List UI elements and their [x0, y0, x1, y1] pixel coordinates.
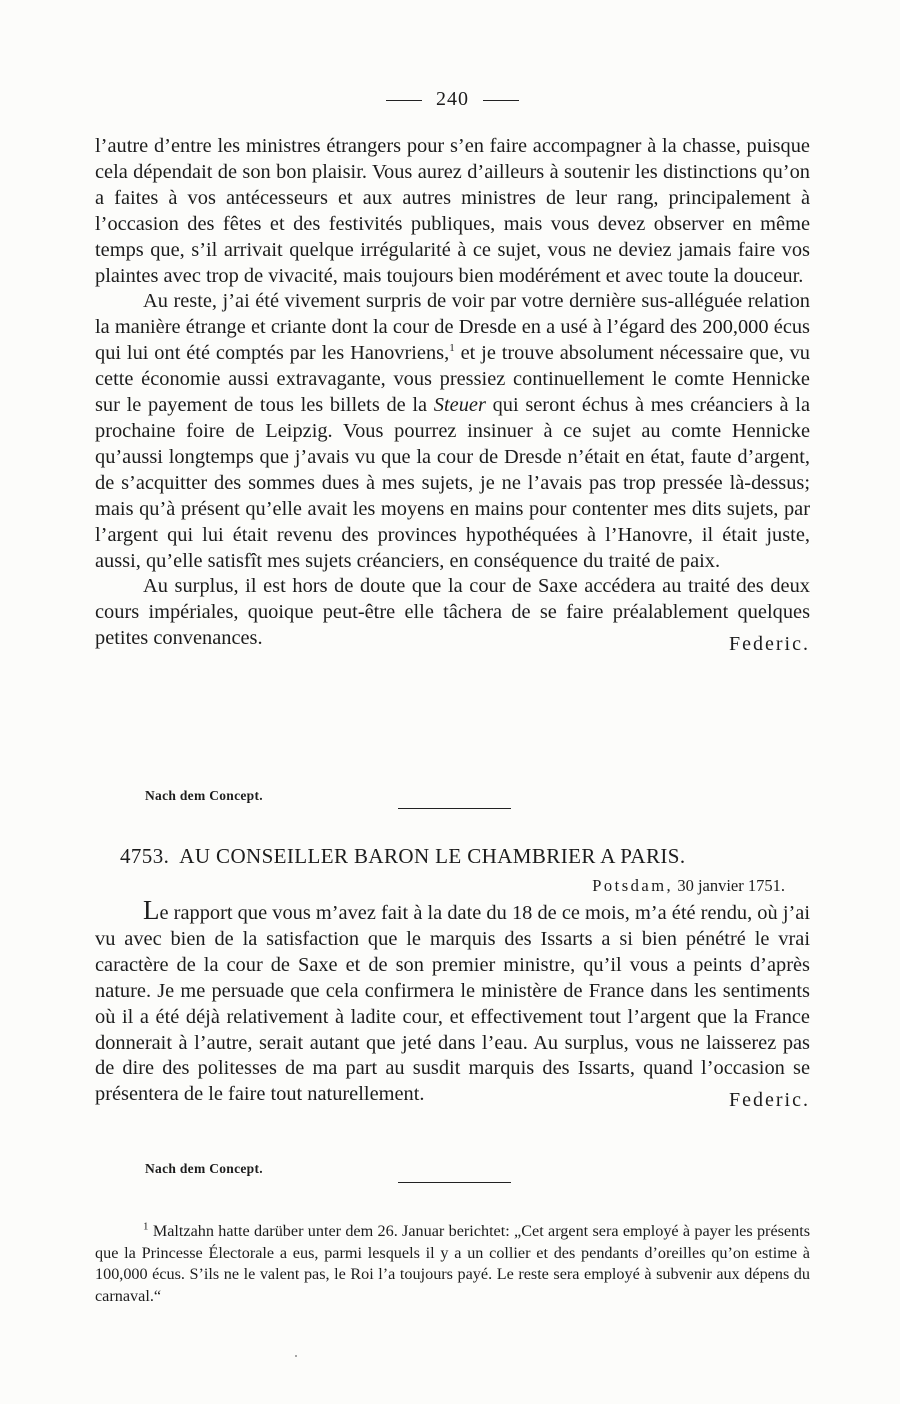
dateline: [95, 876, 785, 896]
letter-continuation: [95, 134, 810, 658]
signature: Federic.: [729, 1089, 810, 1112]
paragraph-3: [95, 574, 810, 656]
section-divider: [398, 808, 511, 809]
dateline-date: 30 janvier 1751.: [677, 876, 785, 895]
footnote-divider: [398, 1182, 511, 1183]
header-dash-right: [483, 100, 519, 101]
signature: Federic.: [729, 633, 810, 656]
dateline-place: Potsdam,: [592, 876, 674, 895]
page-header: [95, 88, 810, 111]
footnote-marker: 1: [143, 1220, 149, 1233]
footnote: [95, 1221, 810, 1307]
header-dash-left: [386, 100, 422, 101]
letter-title: AU CONSEILLER BARON LE CHAMBRIER A PARIS.: [179, 844, 686, 868]
letter-paragraph: [95, 895, 810, 1112]
paragraph-2-part-a: Au reste, j’ai été vivement surpris de voir par votre dernière sus-alléguée relation la manière étrange et criante dont la cour de Dresde en a usé à l’égard des 200,000 écus qui lui ont été comptés par les Hanovriens,: [95, 290, 810, 365]
letter-number: 4753.: [120, 844, 170, 868]
footnote-text: Maltzahn hatte darüber unter dem 26. Januar berichtet: „Cet argent sera employé à payer les présents que la Princesse Électorale a eus, parmi lesquels il y a un collier et des pendants d’oreilles qu’on estime à 100,000 écus. S’ils ne le valent pas, le Roi l’a toujours payé. Le reste sera employé à subvenir aux dépens du carnaval.“: [95, 1222, 810, 1305]
paper-speck: [295, 1355, 297, 1357]
source-note: Nach dem Concept.: [145, 1161, 263, 1176]
steuer-term: Steuer: [433, 394, 486, 417]
source-note: Nach dem Concept.: [145, 788, 263, 803]
paragraph-2: [95, 289, 810, 574]
paragraph-2-part-c: qui seront échus à mes créanciers à la prochaine foire de Leipzig. Vous pourrez insinuer à ce sujet au comte Hennicke qu’aussi longtemps que j’avais vu que la cour de Dresde n’était en état, faute d’argent, de s’acquitter des sommes dues à mes sujets, je ne l’avais pas trop pressée là-dessus; mais qu’à présent qu’elle avait les moyens en mains pour contenter mes dits sujets, par l’argent qui lui était revenu des provinces hypothéquées à l’Hanovre, il était juste, aussi, qu’elle satisfît mes sujets créanciers, en conséquence du traité de paix.: [95, 394, 811, 572]
paragraph-2-part-b: et je trouve absolument nécessaire que, vu cette économie aussi extravagante, vous pressiez continuellement le comte Hennicke sur le payement de tous les billets de la: [95, 342, 810, 417]
page-number: 240: [436, 88, 469, 110]
letter-heading: [120, 844, 810, 869]
paragraph-1: l’autre d’entre les ministres étrangers pour s’en faire accompagner à la chasse, puisque cela dépendait de son bon plaisir. Vous aurez d’ailleurs à soutenir les distinctions qu’on a faites à vos antécesseurs et aux autres ministres de leur rang, principalement à l’occasion des fêtes et des festivités publiques, mais vous devez observer en même temps que, s’il arrivait quelque irrégularité à ce sujet, vous ne deviez jamais faire vos plaintes avec trop de vivacité, mais toujours bien modérément et avec toute la douceur.: [95, 135, 810, 287]
letter-body: [95, 895, 810, 1114]
footnote-reference[interactable]: 1: [449, 342, 455, 355]
paragraph-3-text: Au surplus, il est hors de doute que la cour de Saxe accédera au traité des deux cours impériales, quoique peut-être elle tâchera de se faire préalablement quelques petites convenances.: [95, 575, 810, 650]
drop-cap: L: [143, 895, 160, 925]
letter-text: e rapport que vous m’avez fait à la date du 18 de ce mois, m’a été rendu, où j’ai vu avec bien de la satisfaction que le marquis des Issarts a si bien pénétré le vrai caractère de la cour de Saxe et de son premier ministre, qu’il vous a peints d’après nature. Je me persuade que cela confirmera le ministère de France dans les sentiments où il a été déjà relativement à ladite cour, et effectivement tout l’argent que la France donnerait à l’autre, serait autant que jeté dans l’eau. Au surplus, vous ne laisserez pas de dire des politesses de ma part au susdit marquis des Issarts, quand l’occasion se présentera de le faire tout naturellement.: [95, 902, 810, 1106]
